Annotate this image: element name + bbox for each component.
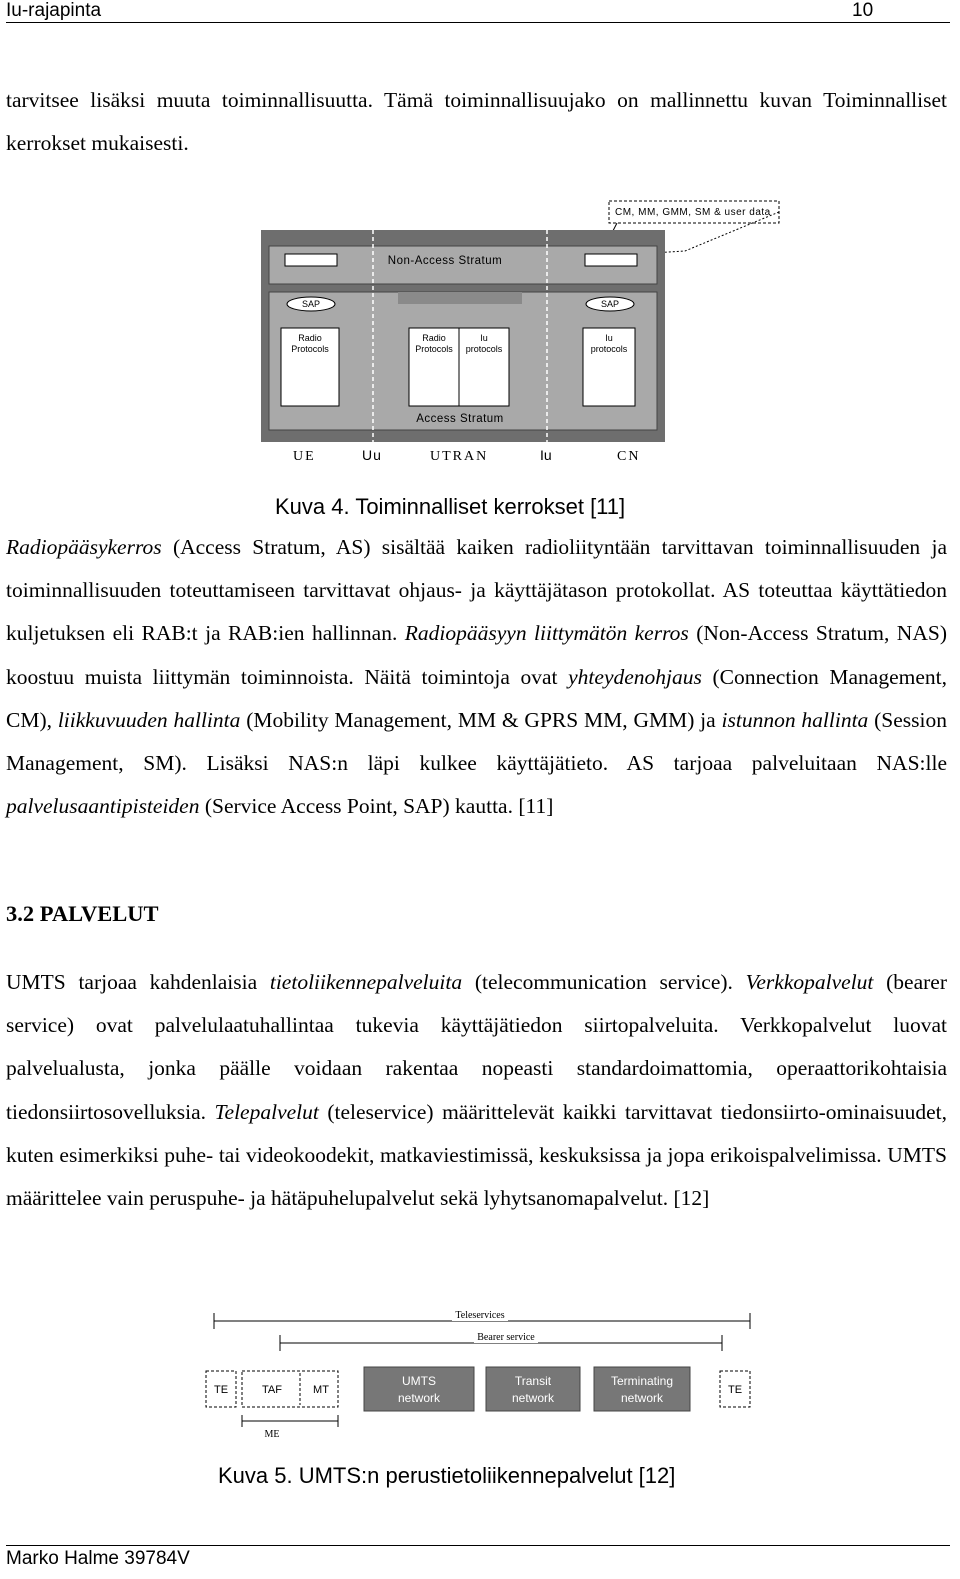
teleservices-label: Teleservices	[455, 1310, 505, 1321]
page-number: 10	[852, 0, 874, 21]
as-label: Access Stratum	[416, 413, 504, 425]
taf-label: TAF	[262, 1384, 282, 1396]
label-utran: UTRAN	[430, 449, 489, 464]
umts-network-label-1: UMTS	[402, 1374, 436, 1388]
mt-label: MT	[313, 1384, 329, 1396]
sap-right-label: SAP	[600, 299, 620, 309]
nas-label: Non-Access Stratum	[387, 255, 503, 267]
callout-label: CM, MM, GMM, SM & user data	[615, 207, 771, 218]
label-uu: Uu	[362, 447, 382, 463]
transit-network-label-1: Transit	[514, 1374, 552, 1388]
utran-top-tab	[398, 292, 522, 304]
intro-paragraph	[6, 79, 947, 165]
utran-radio-label-2: Protocols	[415, 344, 453, 354]
me-label: ME	[264, 1429, 280, 1440]
figure-5-diagram	[200, 1303, 760, 1448]
paragraph-layers	[6, 526, 947, 828]
page-header	[6, 0, 950, 23]
sap-left-label: SAP	[301, 299, 321, 309]
transit-network-label-2: network	[511, 1391, 555, 1405]
figure-5-caption: Kuva 5. UMTS:n perustietoliikennepalvelut [12]	[218, 1463, 676, 1488]
paragraph-layers-text: Radiopääsykerros (Access Stratum, AS) sisältää kaiken radioliityntään tarvittavan toiminnallisuuden ja toiminnallisuuden toteuttamiseen tarvittavat ohjaus- ja käyttäjätason protokollat. AS toteuttaa käyttätiedon kuljetuksen eli RAB:t ja RAB:ien hallinnan. Radiopääsyyn liittymätön kerros (Non-Access Stratum, NAS) koostuu muista liittymän toiminnoista. Näitä toimintoja ovat yhteydenohjaus (Connection Management, CM), liikkuvuuden hallinta (Mobility Management, MM & GPRS MM, GMM) ja istunnon hallinta (Session Management, SM). Lisäksi NAS:n läpi kulkee käyttäjätieto. AS tarjoaa palveluitaan NAS:lle palvelusaantipisteiden (Service Access Point, SAP) kautta. [11]	[6, 535, 947, 819]
header-title: Iu-rajapinta	[6, 0, 102, 21]
utran-iu-label-2: protocols	[465, 344, 503, 354]
label-iu: Iu	[540, 447, 552, 463]
te-left-label: TE	[213, 1384, 229, 1396]
figure-4-caption: Kuva 4. Toiminnalliset kerrokset [11]	[275, 494, 626, 519]
label-ue: UE	[293, 449, 316, 464]
page-footer	[6, 1545, 950, 1570]
label-cn: CN	[617, 449, 641, 464]
cn-iu-label-1: Iu	[605, 333, 613, 343]
te-right-label: TE	[727, 1384, 743, 1396]
paragraph-services-text: UMTS tarjoaa kahdenlaisia tietoliikennepalveluita (telecommunication service). Verkkopalvelut (bearer service) ovat palvelulaatuhallintaa tukevia käyttäjätiedon siirtopalveluita. Verkkopalvelut luovat palvelualusta, jonka päälle voidaan rakentaa nopeasti standardoimattomia, operaattorikohtaisia tiedonsiirtosovelluksia. Telepalvelut (teleservice) määrittelevät kaikki tarvittavat tiedonsiirto-ominaisuudet, kuten esimerkiksi puhe- tai videokoodekit, matkaviestimissä, keskuksissa ja jopa erikoispalvelimissa. UMTS määrittelee vain peruspuhe- ja hätäpuhelupalvelut sekä lyhytsanomapalvelut. [12]	[6, 970, 947, 1211]
intro-text: tarvitsee lisäksi muuta toiminnallisuutta. Tämä toiminnallisuujako on mallinnettu kuvan Toiminnalliset kerrokset mukaisesti.	[6, 88, 947, 156]
umts-network-label-2: network	[397, 1391, 441, 1405]
figure-4-diagram	[255, 196, 785, 471]
footer-author: Marko Halme 39784V	[6, 1548, 190, 1569]
ue-radio-label-1: Radio	[298, 333, 322, 343]
utran-iu-label-1: Iu	[480, 333, 488, 343]
terminating-network-label-1: Terminating	[610, 1374, 674, 1388]
utran-radio-label-1: Radio	[422, 333, 446, 343]
section-heading: 3.2 PALVELUT	[6, 901, 159, 926]
nas-sap-box-left	[285, 254, 337, 266]
ue-radio-label-2: Protocols	[291, 344, 329, 354]
terminating-network-label-2: network	[620, 1391, 664, 1405]
nas-sap-box-right	[585, 254, 637, 266]
paragraph-services	[6, 961, 947, 1220]
bearer-label: Bearer service	[477, 1332, 535, 1343]
cn-iu-label-2: protocols	[590, 344, 628, 354]
